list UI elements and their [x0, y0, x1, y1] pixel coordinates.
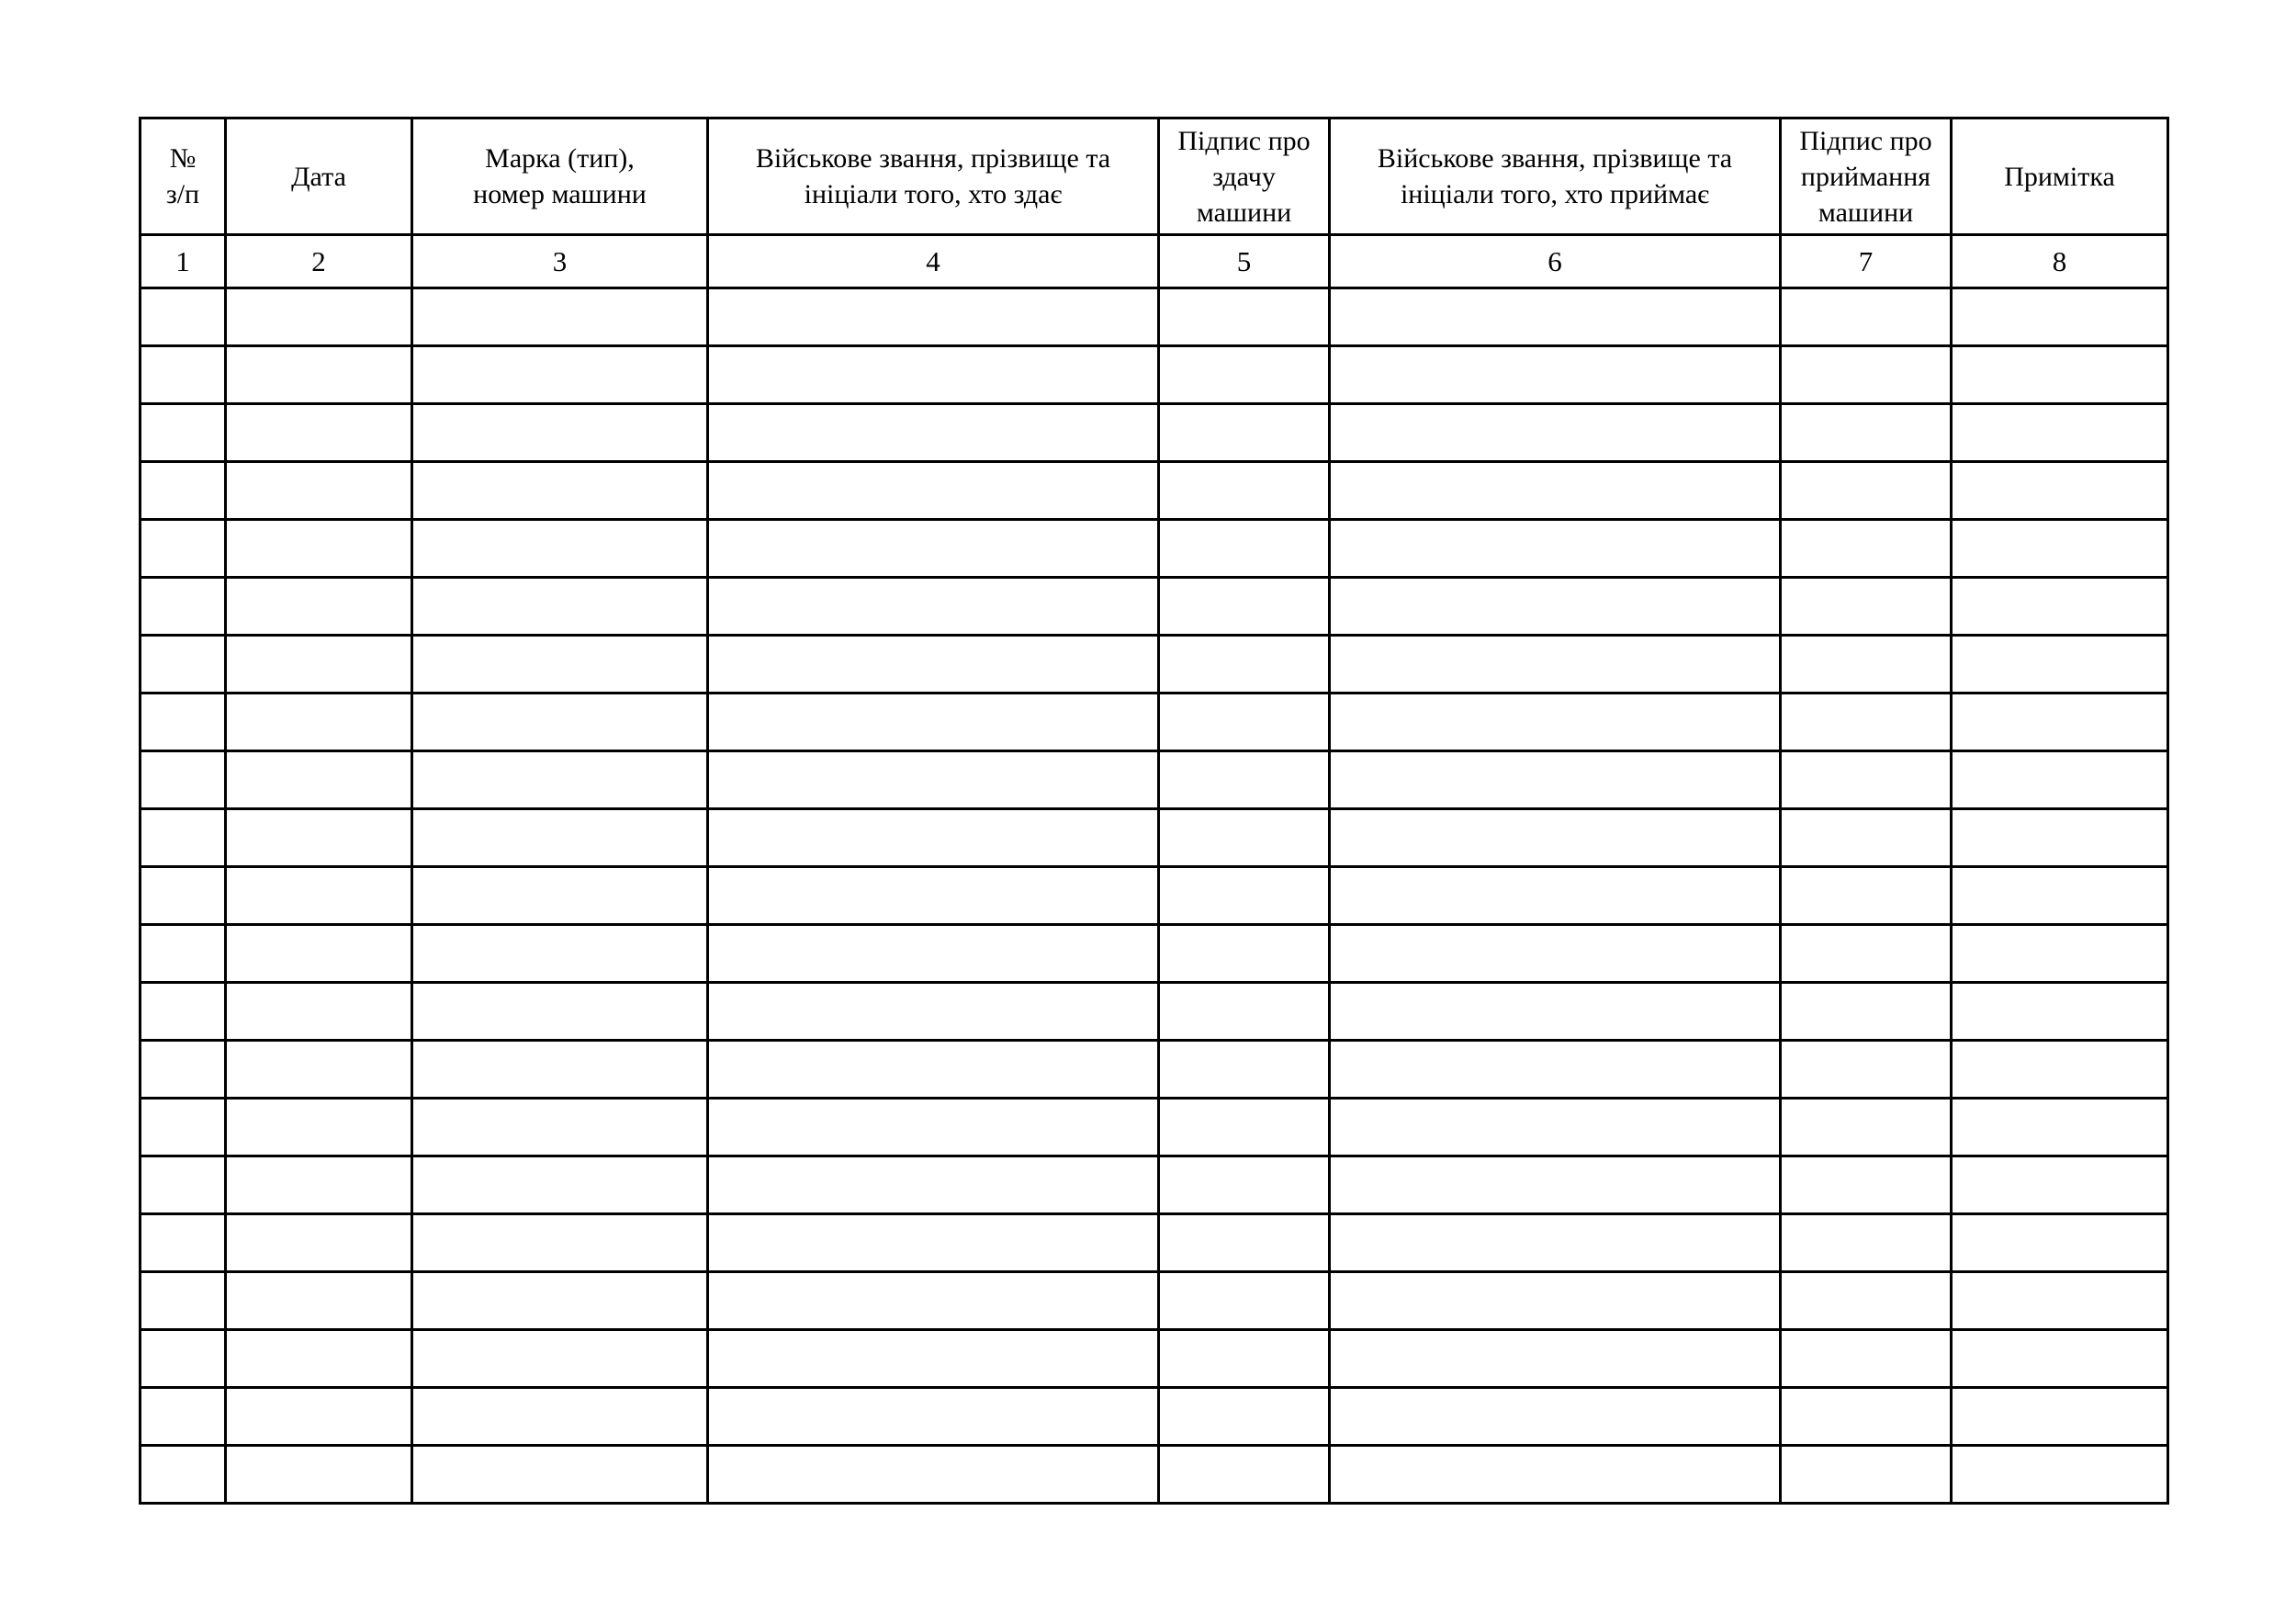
table-cell: [141, 809, 226, 867]
table-cell: [1159, 1156, 1330, 1214]
table-cell: [1330, 346, 1781, 404]
handover-log-sheet: [139, 117, 2167, 1512]
table-cell: [708, 288, 1159, 346]
table-cell: [1159, 288, 1330, 346]
table-cell: [1159, 1388, 1330, 1446]
table-cell: [1952, 404, 2168, 462]
table-cell: [708, 983, 1159, 1041]
header-row: [141, 118, 2168, 235]
table-cell: [141, 1272, 226, 1330]
table-cell: [1781, 983, 1952, 1041]
table-cell: [1952, 578, 2168, 636]
table-row: [141, 809, 2168, 867]
table-row: [141, 578, 2168, 636]
column-number: 4: [708, 235, 1159, 288]
table-cell: [226, 520, 412, 578]
table-cell: [412, 1272, 708, 1330]
blank-entry-rows: [141, 288, 2168, 1504]
table-cell: [708, 1156, 1159, 1214]
header-cell-serial-number: № з/п: [141, 118, 226, 235]
table-cell: [1781, 404, 1952, 462]
table-cell: [1159, 809, 1330, 867]
column-number: 2: [226, 235, 412, 288]
table-cell: [141, 578, 226, 636]
table-cell: [1952, 462, 2168, 520]
table-cell: [1952, 288, 2168, 346]
table-cell: [226, 694, 412, 751]
table-cell: [1952, 1330, 2168, 1388]
table-cell: [141, 1099, 226, 1156]
table-cell: [1159, 346, 1330, 404]
table-cell: [1952, 694, 2168, 751]
table-row: [141, 867, 2168, 925]
table-cell: [1159, 1214, 1330, 1272]
table-row: [141, 1330, 2168, 1388]
table-cell: [1781, 1156, 1952, 1214]
table-row: [141, 983, 2168, 1041]
header-cell-note: Примітка: [1952, 118, 2168, 235]
table-row: [141, 1156, 2168, 1214]
table-row: [141, 288, 2168, 346]
table-cell: [1781, 636, 1952, 694]
table-row: [141, 462, 2168, 520]
table-cell: [226, 1214, 412, 1272]
table-cell: [226, 1156, 412, 1214]
table-cell: [141, 983, 226, 1041]
table-cell: [1159, 578, 1330, 636]
table-cell: [1159, 694, 1330, 751]
table-cell: [226, 809, 412, 867]
table-cell: [708, 1388, 1159, 1446]
table-cell: [141, 520, 226, 578]
table-row: [141, 694, 2168, 751]
table-cell: [1781, 1388, 1952, 1446]
table-cell: [226, 1272, 412, 1330]
header-cell-date: Дата: [226, 118, 412, 235]
table-cell: [1781, 809, 1952, 867]
table-cell: [1781, 1214, 1952, 1272]
table-cell: [708, 636, 1159, 694]
table-row: [141, 520, 2168, 578]
table-cell: [412, 578, 708, 636]
table-cell: [1781, 1272, 1952, 1330]
table-cell: [412, 1446, 708, 1504]
table-cell: [141, 1156, 226, 1214]
table-cell: [1330, 288, 1781, 346]
header-cell-handing-over-person: Військове звання, прізвище та ініціали того, хто здає: [708, 118, 1159, 235]
column-number: 5: [1159, 235, 1330, 288]
table-cell: [412, 1214, 708, 1272]
table-cell: [708, 404, 1159, 462]
column-number: 6: [1330, 235, 1781, 288]
table-cell: [1159, 925, 1330, 983]
table-cell: [412, 867, 708, 925]
table-cell: [141, 925, 226, 983]
table-cell: [141, 1214, 226, 1272]
table-cell: [1159, 1330, 1330, 1388]
table-cell: [1159, 1446, 1330, 1504]
table-cell: [141, 346, 226, 404]
table-cell: [1952, 346, 2168, 404]
table-cell: [1330, 1214, 1781, 1272]
table-cell: [1330, 404, 1781, 462]
table-cell: [1159, 1272, 1330, 1330]
table-cell: [708, 1330, 1159, 1388]
table-cell: [1330, 694, 1781, 751]
table-cell: [708, 1272, 1159, 1330]
table-cell: [1952, 520, 2168, 578]
table-cell: [226, 1388, 412, 1446]
column-number-row: [141, 235, 2168, 288]
table-cell: [1159, 983, 1330, 1041]
table-cell: [1781, 925, 1952, 983]
table-cell: [141, 404, 226, 462]
table-cell: [412, 462, 708, 520]
table-cell: [1159, 520, 1330, 578]
table-cell: [1952, 1214, 2168, 1272]
table-cell: [708, 578, 1159, 636]
table-cell: [141, 694, 226, 751]
table-cell: [708, 1446, 1159, 1504]
table-cell: [708, 462, 1159, 520]
table-cell: [141, 751, 226, 809]
table-cell: [226, 751, 412, 809]
table-cell: [1952, 809, 2168, 867]
table-cell: [226, 983, 412, 1041]
table-cell: [1330, 1446, 1781, 1504]
table-row: [141, 1272, 2168, 1330]
header-cell-handover-signature: Підпис про здачу машини: [1159, 118, 1330, 235]
table-cell: [708, 346, 1159, 404]
table-cell: [1330, 1272, 1781, 1330]
table-row: [141, 751, 2168, 809]
table-cell: [1781, 867, 1952, 925]
table-cell: [412, 1156, 708, 1214]
table-cell: [1781, 1041, 1952, 1099]
table-cell: [1330, 809, 1781, 867]
table-cell: [412, 1041, 708, 1099]
table-cell: [1330, 867, 1781, 925]
header-cell-receiving-person: Військове звання, прізвище та ініціали того, хто приймає: [1330, 118, 1781, 235]
table-cell: [1330, 578, 1781, 636]
table-row: [141, 636, 2168, 694]
table-cell: [708, 809, 1159, 867]
table-cell: [1952, 983, 2168, 1041]
table-cell: [412, 1388, 708, 1446]
table-cell: [226, 346, 412, 404]
table-row: [141, 1099, 2168, 1156]
table-cell: [1330, 983, 1781, 1041]
table-cell: [1159, 462, 1330, 520]
table-cell: [1952, 1041, 2168, 1099]
table-cell: [1330, 1099, 1781, 1156]
column-number: 3: [412, 235, 708, 288]
column-number: 7: [1781, 235, 1952, 288]
table-cell: [412, 751, 708, 809]
table-cell: [1952, 1099, 2168, 1156]
table-cell: [1781, 288, 1952, 346]
table-cell: [141, 1388, 226, 1446]
table-cell: [412, 520, 708, 578]
table-row: [141, 925, 2168, 983]
table-cell: [226, 1330, 412, 1388]
header-cell-receipt-signature: Підпис про приймання машини: [1781, 118, 1952, 235]
table-cell: [412, 983, 708, 1041]
table-cell: [708, 867, 1159, 925]
table-cell: [1781, 346, 1952, 404]
table-cell: [141, 636, 226, 694]
table-cell: [226, 1099, 412, 1156]
table-cell: [1781, 462, 1952, 520]
table-cell: [1330, 925, 1781, 983]
table-cell: [708, 1099, 1159, 1156]
table-cell: [1781, 1446, 1952, 1504]
table-cell: [141, 1446, 226, 1504]
table-cell: [1330, 636, 1781, 694]
table-row: [141, 1041, 2168, 1099]
table-cell: [1330, 1388, 1781, 1446]
table-cell: [1330, 1330, 1781, 1388]
table-cell: [1781, 1330, 1952, 1388]
table-cell: [1952, 925, 2168, 983]
table-cell: [412, 694, 708, 751]
table-cell: [1330, 1041, 1781, 1099]
table-cell: [226, 1446, 412, 1504]
table-cell: [412, 1099, 708, 1156]
header-cell-vehicle-make-number: Марка (тип), номер машини: [412, 118, 708, 235]
table-row: [141, 1214, 2168, 1272]
table-cell: [1330, 462, 1781, 520]
table-cell: [412, 925, 708, 983]
table-cell: [226, 404, 412, 462]
table-cell: [1159, 636, 1330, 694]
table-cell: [1159, 1099, 1330, 1156]
table-cell: [1781, 751, 1952, 809]
table-cell: [1159, 1041, 1330, 1099]
table-cell: [1330, 751, 1781, 809]
table-cell: [1952, 751, 2168, 809]
table-cell: [226, 288, 412, 346]
table-cell: [1952, 1272, 2168, 1330]
table-cell: [141, 1041, 226, 1099]
table-cell: [226, 636, 412, 694]
table-cell: [1952, 1446, 2168, 1504]
table-cell: [141, 288, 226, 346]
vehicle-handover-log-table: [139, 117, 2169, 1505]
table-cell: [1330, 1156, 1781, 1214]
table-cell: [412, 809, 708, 867]
table-cell: [141, 462, 226, 520]
table-cell: [1952, 867, 2168, 925]
table-cell: [708, 925, 1159, 983]
table-row: [141, 404, 2168, 462]
table-row: [141, 346, 2168, 404]
table-cell: [412, 636, 708, 694]
table-row: [141, 1388, 2168, 1446]
table-cell: [1159, 751, 1330, 809]
table-cell: [708, 520, 1159, 578]
table-cell: [226, 1041, 412, 1099]
table-cell: [1952, 636, 2168, 694]
column-number: 8: [1952, 235, 2168, 288]
table-cell: [412, 1330, 708, 1388]
table-cell: [226, 867, 412, 925]
table-cell: [412, 346, 708, 404]
column-number: 1: [141, 235, 226, 288]
table-cell: [1330, 520, 1781, 578]
table-cell: [708, 694, 1159, 751]
table-cell: [1952, 1388, 2168, 1446]
table-cell: [412, 404, 708, 462]
table-cell: [1159, 404, 1330, 462]
table-cell: [708, 1214, 1159, 1272]
table-cell: [1159, 867, 1330, 925]
table-cell: [141, 867, 226, 925]
table-row: [141, 1446, 2168, 1504]
table-cell: [1781, 1099, 1952, 1156]
table-cell: [708, 1041, 1159, 1099]
table-cell: [1952, 1156, 2168, 1214]
table-cell: [1781, 520, 1952, 578]
table-cell: [412, 288, 708, 346]
table-cell: [226, 578, 412, 636]
table-cell: [141, 1330, 226, 1388]
table-cell: [226, 925, 412, 983]
table-cell: [1781, 694, 1952, 751]
table-cell: [226, 462, 412, 520]
table-cell: [1781, 578, 1952, 636]
table-cell: [708, 751, 1159, 809]
